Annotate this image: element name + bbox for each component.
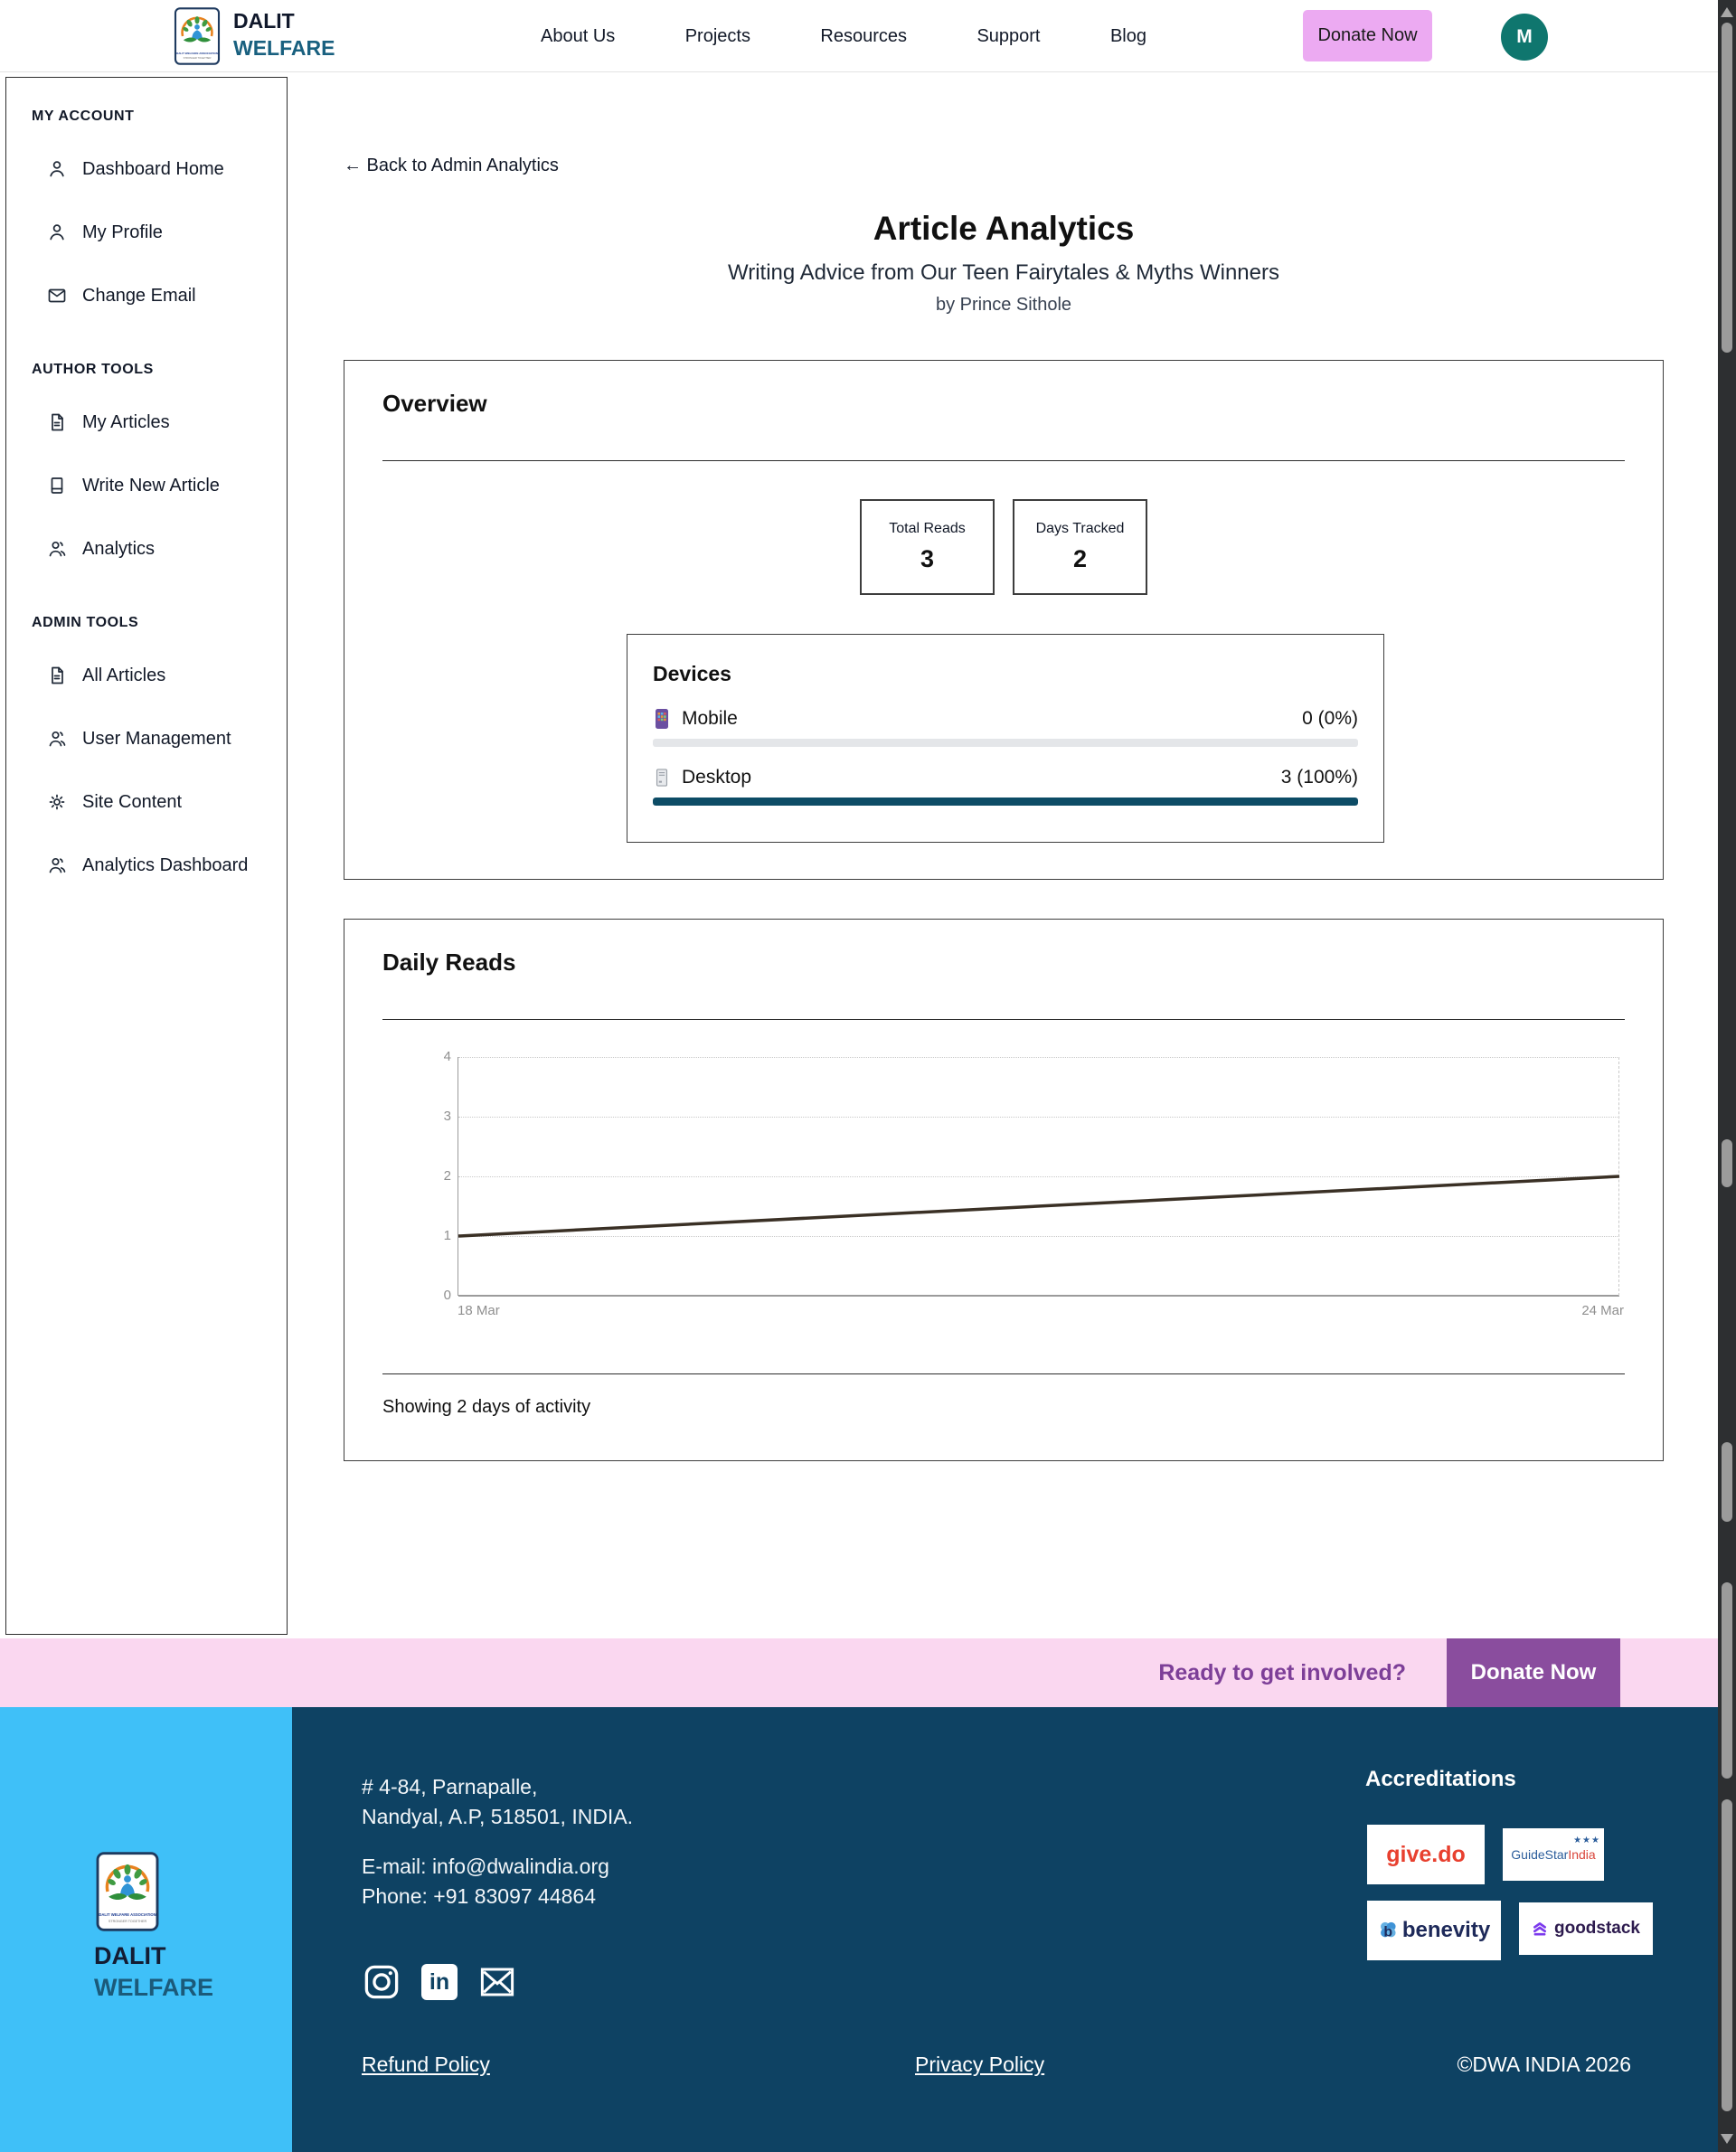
svg-text:STRONGER TOGETHER: STRONGER TOGETHER bbox=[108, 1920, 147, 1924]
sidebar-item-label: All Articles bbox=[82, 665, 166, 685]
top-navbar bbox=[0, 0, 1718, 72]
brand-logo[interactable] bbox=[172, 7, 222, 65]
guidestar-india-text: India bbox=[1568, 1847, 1596, 1862]
svg-text:DALIT WELFARE ASSOCIATION: DALIT WELFARE ASSOCIATION bbox=[99, 1912, 156, 1918]
sidebar-item-all-articles[interactable] bbox=[32, 644, 287, 707]
y-tick: 1 bbox=[443, 1228, 451, 1243]
main-nav bbox=[541, 0, 1146, 72]
brand-line2: WELFARE bbox=[233, 36, 335, 60]
sidebar bbox=[5, 77, 288, 1635]
mail-icon bbox=[46, 285, 68, 307]
x-axis-labels bbox=[458, 1303, 1624, 1318]
sidebar-item-label: Change Email bbox=[82, 285, 196, 306]
sidebar-item-label: My Profile bbox=[82, 222, 163, 242]
sidebar-section-admin-tools: ADMIN TOOLS bbox=[32, 615, 139, 630]
linkedin-glyph: in bbox=[421, 1964, 458, 2000]
device-row-desktop bbox=[653, 767, 1358, 788]
svg-text:STRONGER TOGETHER: STRONGER TOGETHER bbox=[183, 56, 212, 60]
footer-brand-line1: DALIT bbox=[94, 1942, 166, 1969]
daily-reads-heading: Daily Reads bbox=[382, 949, 516, 976]
cta-banner bbox=[0, 1638, 1718, 1707]
daily-reads-card bbox=[344, 919, 1664, 1461]
dalit-welfare-emblem-icon bbox=[96, 1852, 159, 1931]
stats-row bbox=[344, 499, 1663, 595]
donate-now-button-header[interactable]: Donate Now bbox=[1303, 10, 1432, 61]
footer-address bbox=[362, 1772, 633, 1832]
article-title: Writing Advice from Our Teen Fairytales & Myths Winners bbox=[728, 260, 1279, 285]
sidebar-item-user-management[interactable] bbox=[32, 707, 287, 770]
user-icon bbox=[46, 158, 68, 180]
sidebar-item-my-profile[interactable] bbox=[32, 201, 287, 264]
nav-support[interactable]: Support bbox=[976, 25, 1041, 46]
footer-contact bbox=[362, 1852, 609, 1911]
guidestar-text: GuideStar bbox=[1511, 1847, 1569, 1862]
give-do-logo: give.do bbox=[1386, 1841, 1466, 1867]
sidebar-item-label: My Articles bbox=[82, 411, 170, 432]
stat-label: Total Reads bbox=[889, 521, 966, 536]
sidebar-item-label: User Management bbox=[82, 728, 231, 749]
donate-now-button-banner[interactable]: Donate Now bbox=[1447, 1638, 1620, 1707]
scrollbar-thumb[interactable] bbox=[1722, 23, 1732, 353]
daily-reads-line bbox=[458, 1057, 1619, 1296]
sidebar-item-analytics-dashboard[interactable] bbox=[32, 834, 287, 897]
desktop-progress-track bbox=[653, 798, 1358, 806]
footer-email: E-mail: info@dwalindia.org bbox=[362, 1855, 609, 1878]
footer-phone: Phone: +91 83097 44864 bbox=[362, 1884, 596, 1908]
stat-total-reads bbox=[860, 499, 995, 595]
divider bbox=[382, 460, 1625, 461]
x-tick-start: 18 Mar bbox=[458, 1303, 500, 1318]
user-avatar[interactable]: M bbox=[1501, 14, 1548, 61]
address-line2: Nandyal, A.P, 518501, INDIA. bbox=[362, 1805, 634, 1828]
file-text-icon bbox=[46, 411, 68, 433]
footer-social-row bbox=[362, 1962, 517, 2002]
scrollbar-thumb[interactable] bbox=[1722, 1442, 1732, 1522]
nav-projects[interactable]: Projects bbox=[684, 25, 750, 46]
privacy-policy-link[interactable]: Privacy Policy bbox=[915, 2053, 1045, 2076]
overview-card bbox=[344, 360, 1664, 880]
y-tick: 3 bbox=[443, 1109, 451, 1124]
page-title: Article Analytics bbox=[873, 210, 1135, 247]
device-value: 0 (0%) bbox=[1302, 708, 1358, 729]
goodstack-icon bbox=[1532, 1921, 1548, 1937]
footer bbox=[0, 1707, 1718, 2152]
daily-reads-chart bbox=[443, 1049, 1619, 1303]
scrollbar-thumb[interactable] bbox=[1722, 1799, 1732, 2111]
brand-line1: DALIT bbox=[233, 9, 295, 33]
file-text-icon bbox=[46, 665, 68, 686]
device-name: Mobile bbox=[682, 708, 738, 729]
guidestar-stars-icon: ★★★ bbox=[1573, 1836, 1600, 1845]
device-row-mobile bbox=[653, 708, 1358, 730]
accreditation-benevity[interactable] bbox=[1367, 1901, 1501, 1960]
sidebar-item-label: Analytics bbox=[82, 538, 156, 559]
accreditations-heading: Accreditations bbox=[1365, 1767, 1516, 1791]
sidebar-item-my-articles[interactable] bbox=[32, 391, 287, 454]
copyright-text: ©DWA INDIA 2026 bbox=[1457, 2053, 1631, 2076]
y-tick: 0 bbox=[443, 1288, 451, 1303]
scrollbar-up-arrow-icon[interactable] bbox=[1721, 7, 1733, 17]
address-line1: # 4-84, Parnapalle, bbox=[362, 1775, 538, 1798]
accreditation-give-do[interactable] bbox=[1367, 1825, 1485, 1884]
devices-panel bbox=[627, 634, 1384, 843]
footer-brand-column bbox=[0, 1707, 292, 2152]
sidebar-item-label: Dashboard Home bbox=[82, 158, 224, 179]
goodstack-logo-text: goodstack bbox=[1553, 1919, 1641, 1938]
overview-heading: Overview bbox=[382, 390, 487, 417]
sidebar-section-author-tools: AUTHOR TOOLS bbox=[32, 362, 154, 377]
stat-label: Days Tracked bbox=[1035, 521, 1125, 536]
mobile-progress-track bbox=[653, 739, 1358, 747]
sidebar-section-my-account: MY ACCOUNT bbox=[32, 109, 135, 124]
cta-text: Ready to get involved? bbox=[1158, 1659, 1406, 1685]
y-tick: 4 bbox=[443, 1049, 451, 1064]
divider bbox=[382, 1373, 1625, 1374]
sidebar-item-label: Write New Article bbox=[82, 475, 220, 496]
scrollbar-down-arrow-icon[interactable] bbox=[1721, 2134, 1733, 2144]
nav-blog[interactable]: Blog bbox=[1109, 25, 1146, 46]
device-value: 3 (100%) bbox=[1280, 767, 1358, 788]
sidebar-item-change-email[interactable] bbox=[32, 264, 287, 327]
brand-name bbox=[233, 7, 335, 61]
device-label bbox=[653, 708, 738, 730]
book-icon bbox=[46, 475, 68, 496]
linkedin-icon[interactable] bbox=[420, 1962, 459, 2002]
footer-brand-name bbox=[94, 1940, 213, 2004]
chart-footnote: Showing 2 days of activity bbox=[382, 1397, 591, 1417]
divider bbox=[382, 1019, 1625, 1020]
device-name: Desktop bbox=[682, 767, 752, 788]
svg-text:b: b bbox=[1383, 1924, 1392, 1940]
nav-resources[interactable]: Resources bbox=[820, 25, 907, 46]
dalit-welfare-emblem-icon bbox=[172, 7, 222, 65]
footer-brand-line2: WELFARE bbox=[94, 1974, 213, 2001]
stat-value: 2 bbox=[1072, 545, 1088, 572]
user-icon bbox=[46, 222, 68, 243]
stat-value: 3 bbox=[920, 545, 935, 572]
desktop-icon bbox=[653, 767, 671, 788]
accreditation-guidestar-india[interactable] bbox=[1503, 1828, 1604, 1881]
benevity-logo-text: benevity bbox=[1401, 1918, 1491, 1942]
email-icon[interactable] bbox=[477, 1962, 517, 2002]
sidebar-item-dashboard-home[interactable] bbox=[32, 137, 287, 201]
footer-logo bbox=[96, 1852, 159, 1931]
users-icon bbox=[46, 854, 68, 876]
gear-icon bbox=[46, 791, 68, 813]
sidebar-item-site-content[interactable] bbox=[32, 770, 287, 834]
y-tick: 2 bbox=[443, 1168, 451, 1184]
nav-about-us[interactable]: About Us bbox=[541, 25, 616, 46]
x-tick-end: 24 Mar bbox=[1581, 1303, 1624, 1318]
sidebar-item-label: Site Content bbox=[82, 791, 183, 812]
instagram-icon[interactable] bbox=[362, 1962, 401, 2002]
devices-heading: Devices bbox=[653, 662, 731, 685]
stat-days-tracked bbox=[1013, 499, 1147, 595]
sidebar-item-label: Analytics Dashboard bbox=[82, 854, 249, 875]
article-author: by Prince Sithole bbox=[935, 295, 1072, 315]
users-icon bbox=[46, 538, 68, 560]
svg-text:DALIT WELFARE ASSOCIATION: DALIT WELFARE ASSOCIATION bbox=[176, 51, 218, 55]
back-to-admin-analytics-link[interactable]: ← Back to Admin Analytics bbox=[344, 156, 559, 175]
mobile-icon bbox=[653, 708, 671, 730]
scrollbar-thumb[interactable] bbox=[1722, 1139, 1732, 1187]
device-label bbox=[653, 767, 751, 788]
desktop-progress-fill bbox=[653, 798, 1358, 806]
users-icon bbox=[46, 728, 68, 750]
accreditation-goodstack[interactable] bbox=[1519, 1902, 1653, 1955]
sidebar-item-analytics[interactable] bbox=[32, 517, 287, 580]
scrollbar-thumb[interactable] bbox=[1722, 1582, 1732, 1779]
benevity-flower-icon bbox=[1378, 1921, 1398, 1940]
refund-policy-link[interactable]: Refund Policy bbox=[362, 2053, 490, 2076]
sidebar-item-write-new-article[interactable] bbox=[32, 454, 287, 517]
